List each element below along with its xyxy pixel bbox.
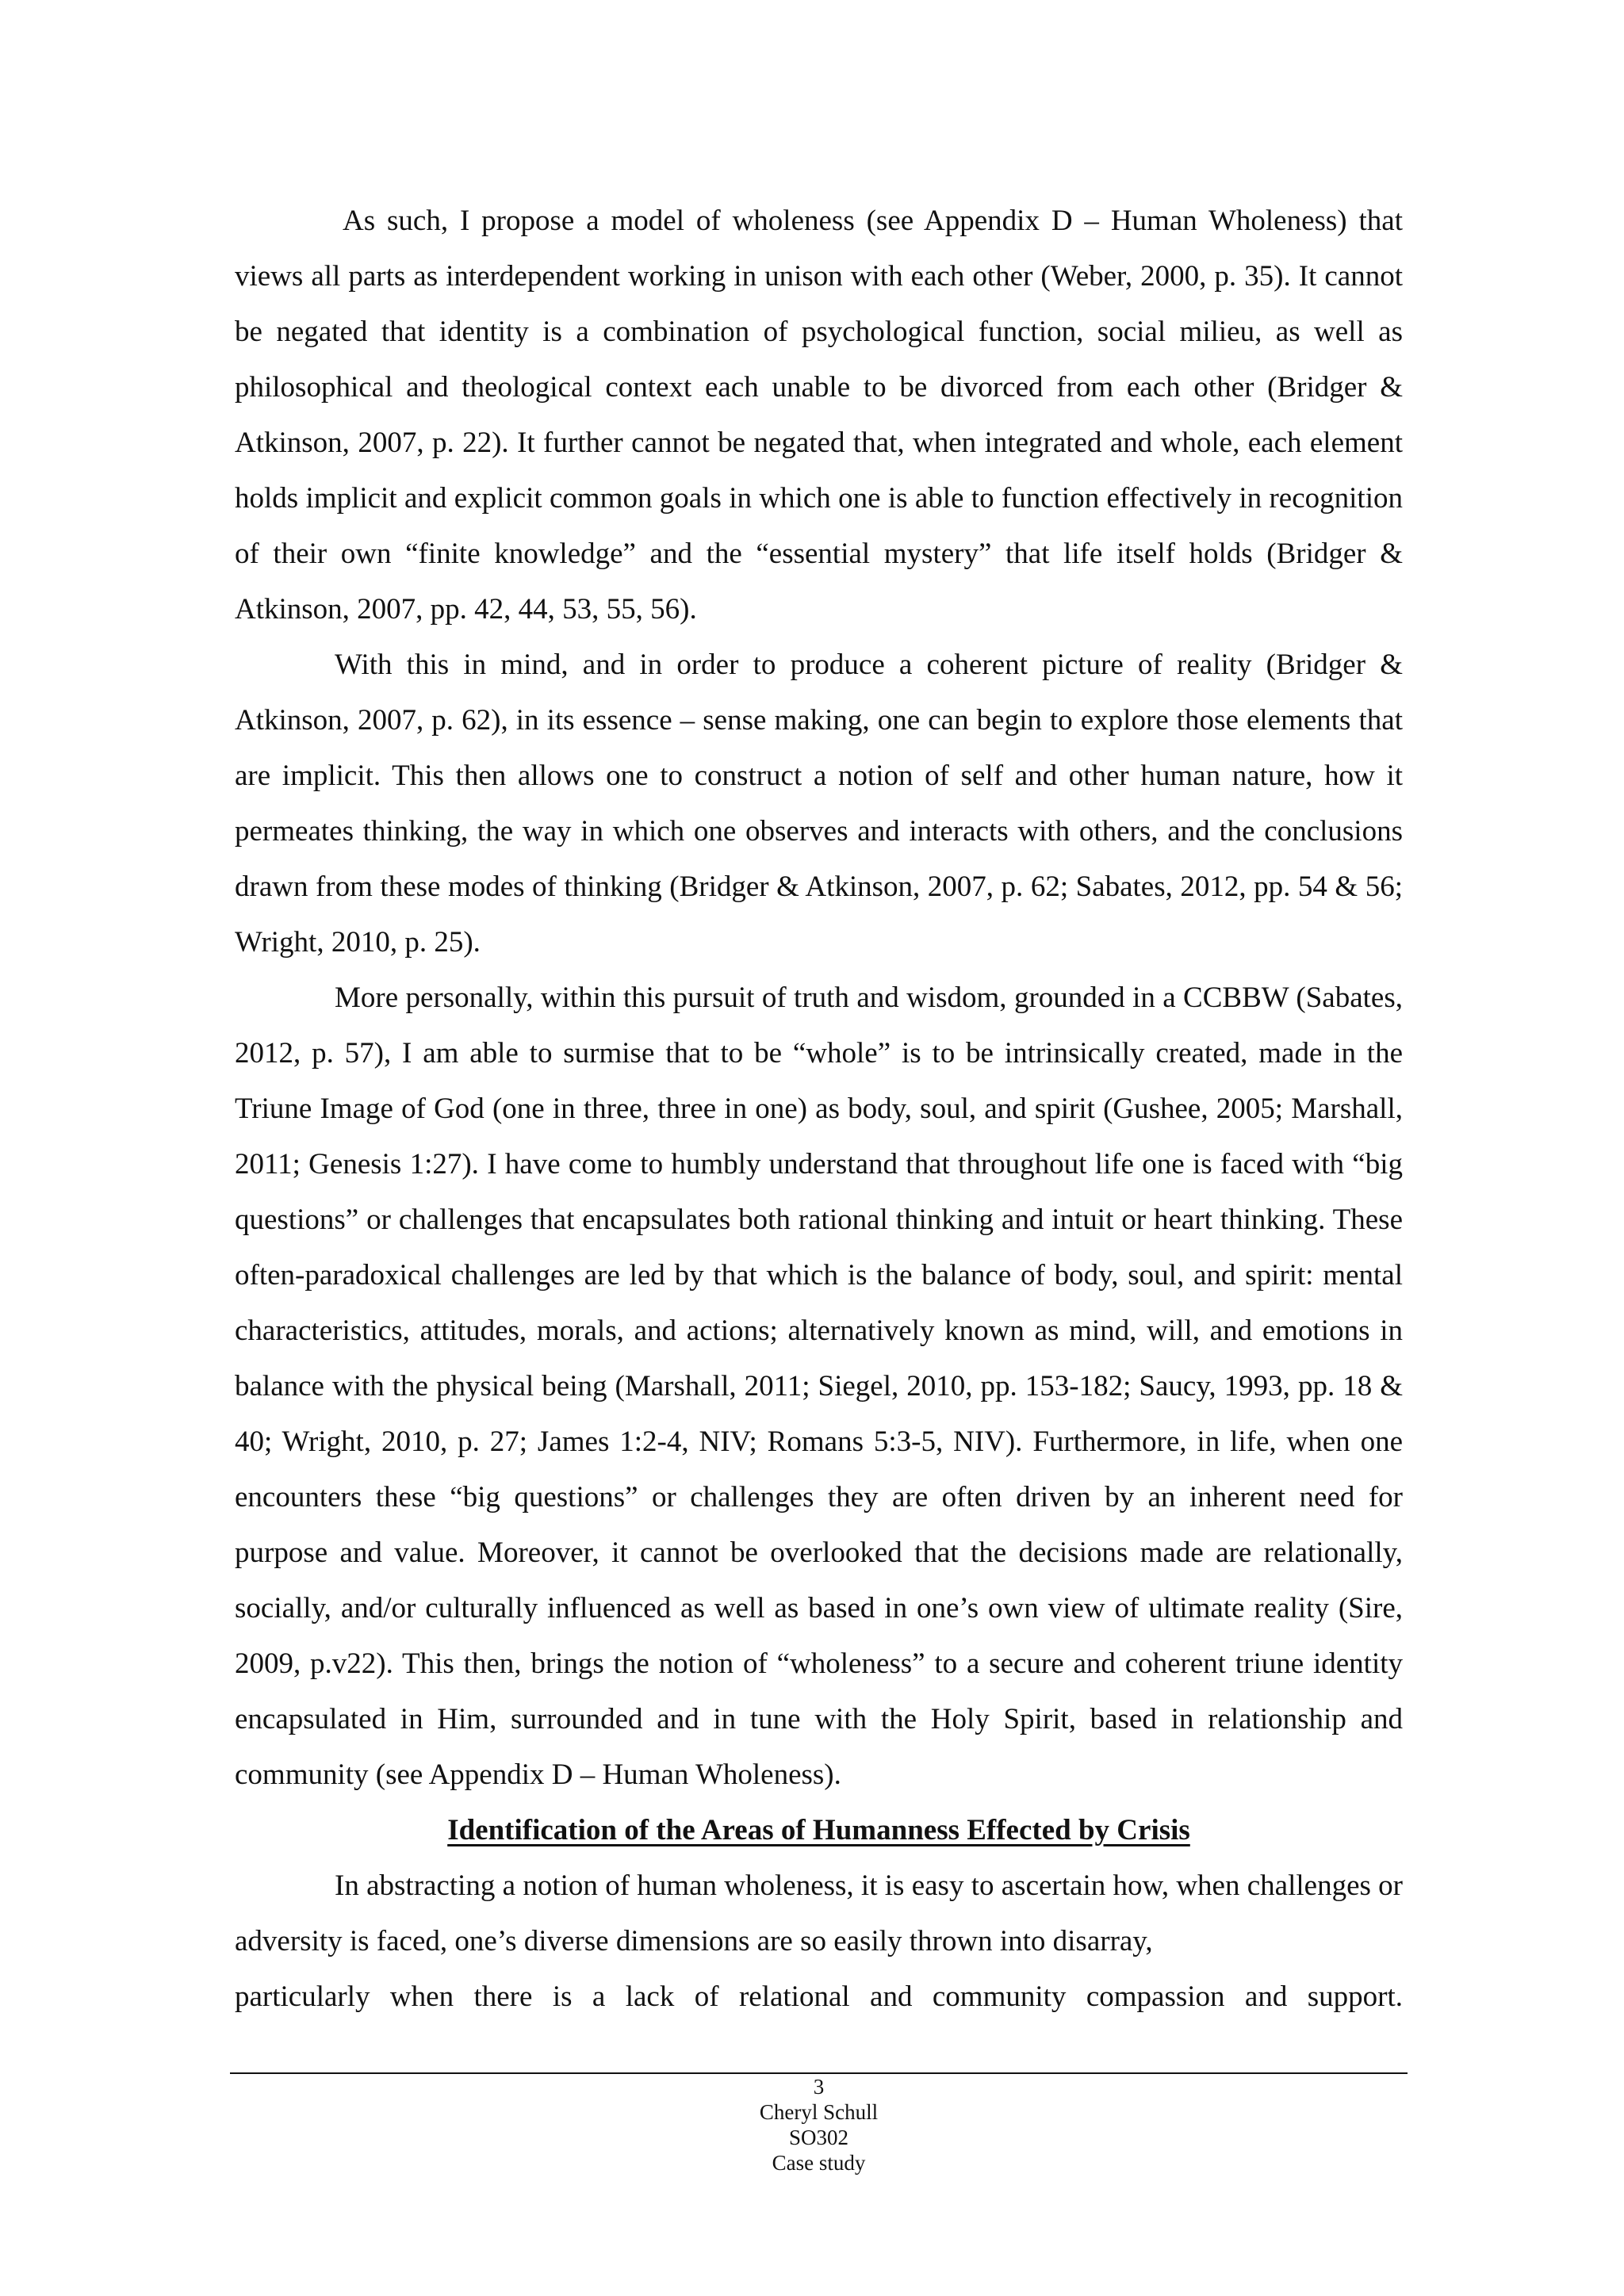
paragraph-crisis-intro-text: In abstracting a notion of human wholeness, it is easy to ascertain how, when challenges or adversity is faced, one’s diverse dimensions are so easily thrown into disarray, <box>235 1869 1403 1957</box>
footer-course: SO302 <box>788 2126 848 2149</box>
document-body <box>235 193 1403 2025</box>
footer-author: Cheryl Schull <box>759 2100 879 2124</box>
page-footer <box>230 2074 1408 2175</box>
paragraph-wholeness-model: As such, I propose a model of wholeness (see Appendix D – Human Wholeness) that views all parts as interdependent working in unison with each other (Weber, 2000, p. 35). It cannot be negated that identity is a combination of psychological function, social milieu, as well as philosophical and theological context each unable to be divorced from each other (Bridger & Atkinson, 2007, p. 22). It further cannot be negated that, when integrated and whole, each element holds implicit and explicit common goals in which one is able to function effectively in recognition of their own “finite knowledge” and the “essential mystery” that life itself holds (Bridger & Atkinson, 2007, pp. 42, 44, 53, 55, 56). <box>235 205 1403 626</box>
paragraph-coherent-reality: With this in mind, and in order to produce a coherent picture of reality (Bridger & Atkinson, 2007, p. 62), in its essence – sense making, one can begin to explore those elements that are implicit. This then allows one to construct a notion of self and other human nature, how it permeates thinking, the way in which one observes and interacts with others, and the conclusions drawn from these modes of thinking (Bridger & Atkinson, 2007, p. 62; Sabates, 2012, pp. 54 & 56; Wright, 2010, p. 25). <box>235 649 1403 959</box>
paragraph-crisis-intro <box>235 1858 1403 2025</box>
page-number: 3 <box>813 2075 825 2099</box>
paragraph-personal-wholeness: More personally, within this pursuit of truth and wisdom, grounded in a CCBBW (Sabates, 2012, p. 57), I am able to surmise that to be “whole” is to be intrinsically created, made in the Triune Image of God (one in three, three in one) as body, soul, and spirit (Gushee, 2005; Marshall, 2011; Genesis 1:27). I have come to humbly understand that throughout life one is faced with “big questions” or challenges that encapsulates both rational thinking and intuit or heart thinking. These often-paradoxical challenges are led by that which is the balance of body, soul, and spirit: mental characteristics, attitudes, morals, and actions; alternatively known as mind, will, and emotions in balance with the physical being (Marshall, 2011; Siegel, 2010, pp. 153-182; Saucy, 1993, pp. 18 & 40; Wright, 2010, p. 27; James 1:2-4, NIV; Romans 5:3-5, NIV). Furthermore, in life, when one encounters these “big questions” or challenges they are often driven by an inherent need for purpose and value. Moreover, it cannot be overlooked that the decisions made are relationally, socially, and/or culturally influenced as well as based in one’s own view of ultimate reality (Sire, 2009, p.v22). This then, brings the notion of “wholeness” to a secure and coherent triune identity encapsulated in Him, surrounded and in tune with the Holy Spirit, based in relationship and community (see Appendix D – Human Wholeness). <box>235 982 1403 1791</box>
section-heading: Identification of the Areas of Humanness Effected by Crisis <box>447 1814 1190 1846</box>
paragraph-crisis-intro-last-line: particularly when there is a lack of relational and community compassion and support. <box>235 1980 1403 2013</box>
footer-doc-type: Case study <box>772 2151 866 2175</box>
